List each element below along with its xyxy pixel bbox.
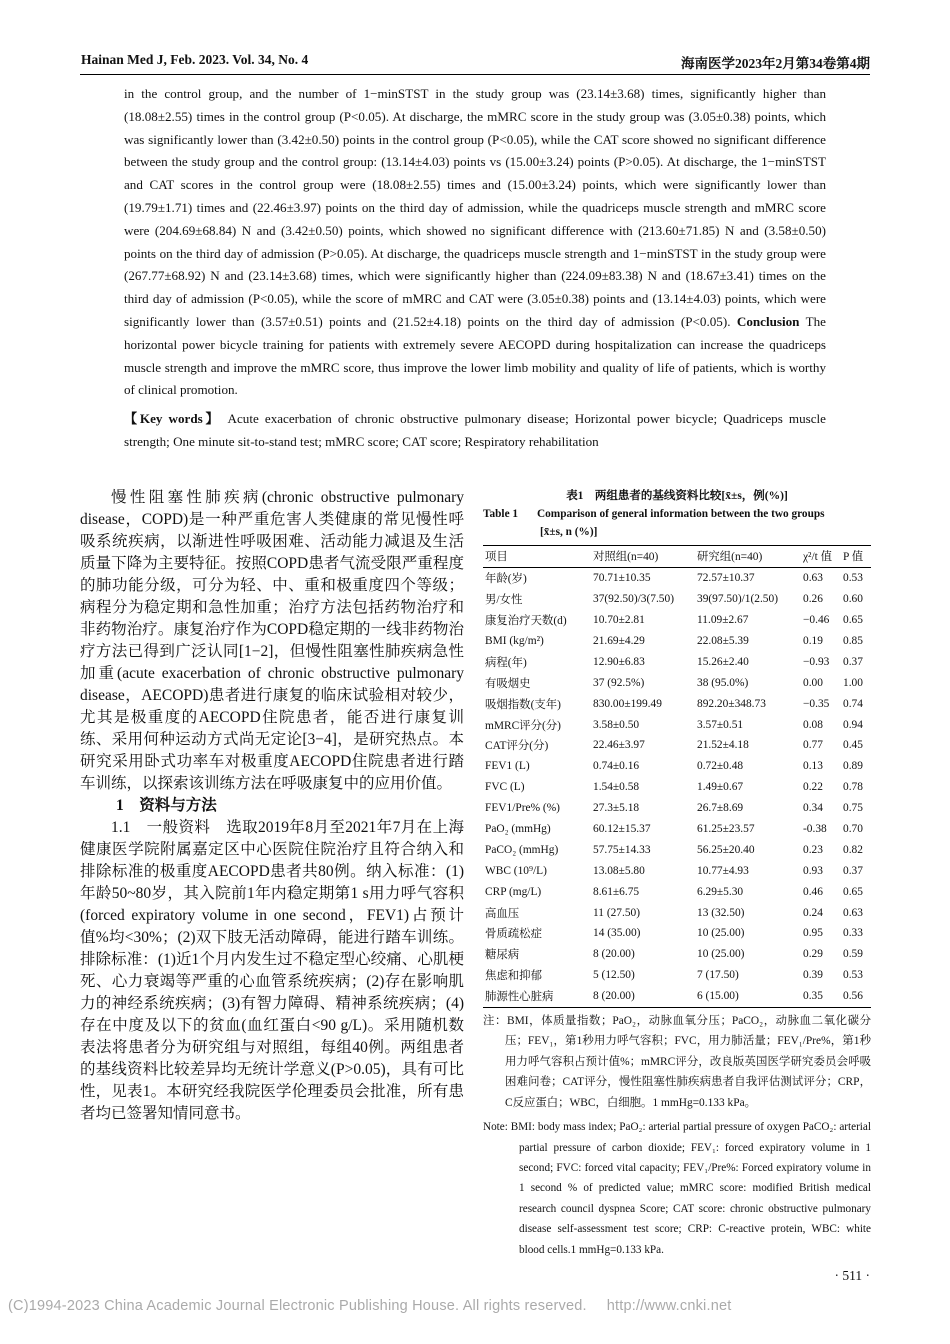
table-cell: 0.46 xyxy=(803,885,823,898)
table-cell: 22.08±5.39 xyxy=(697,635,749,647)
table-cell: 11 (27.50) xyxy=(593,906,641,919)
table-cell: 0.75 xyxy=(843,802,863,815)
table-cell: 0.85 xyxy=(843,635,863,647)
table-cell: 3.58±0.50 xyxy=(593,718,640,731)
table-cell: 10.70±2.81 xyxy=(593,614,645,627)
table-cell: CAT评分(分) xyxy=(485,740,549,753)
table-caption-en-units: [x̄±s, n (%)] xyxy=(540,526,598,538)
table-cell: 38 (95.0%) xyxy=(697,676,749,689)
table-cell: 1.54±0.58 xyxy=(593,781,640,794)
table-cell: 0.95 xyxy=(803,927,823,940)
table-cell: 高血压 xyxy=(485,907,520,920)
table-row xyxy=(483,631,871,652)
table-cell: 0.37 xyxy=(843,864,863,877)
table-row xyxy=(483,881,871,902)
table-row xyxy=(483,944,871,965)
table-cell: 0.60 xyxy=(843,593,863,606)
table-row xyxy=(483,777,871,798)
intro-paragraph: 慢性阻塞性肺疾病(chronic obstructive pulmonary disease，COPD)是一种严重危害人类健康的常见慢性呼吸系统疾病，以渐进性呼吸困难、活动能力减退及生活质量下降为主要特征。按照COPD患者气流受限严重程度的肺功能分级，可分为轻、中、重和极重度四个等级；病程分为稳定期和急性加重；治疗方法包括药物治疗和非药物治疗。康复治疗作为COPD稳定期的一线非药物治疗方法已得到广泛认同[1−2]，但慢性阻塞性肺疾病急性加重(acute exacerbation of chronic obstructive pulmonary disease，AECOPD)患者进行康复的临床试验相对较少，尤其是极重度的AECOPD住院患者，能否进行康复训练、采用何种运动方式尚无定论[3−4]，是研究热点。本研究采用卧式功率车对极重度AECOPD住院患者进行踏车训练，以探索该训练方法在呼吸康复中的应用价值。 xyxy=(80,489,464,792)
table-cell: 有吸烟史 xyxy=(485,677,531,690)
table-cell: 61.25±23.57 xyxy=(697,823,755,836)
table-row xyxy=(483,965,871,986)
table-cell: 0.63 xyxy=(843,906,863,919)
table-cell: 0.34 xyxy=(803,802,823,815)
page-number: · 511 · xyxy=(834,1268,870,1283)
table-cell: 70.71±10.35 xyxy=(593,572,651,585)
table-cell: 892.20±348.73 xyxy=(697,697,766,710)
table-cell: CRP (mg/L) xyxy=(485,885,542,898)
body-text-column xyxy=(80,487,464,1125)
table-row xyxy=(483,798,871,819)
table-header-cell: 项目 xyxy=(485,551,508,564)
table-cell: 0.77 xyxy=(803,739,823,752)
conclusion-label: Conclusion xyxy=(736,313,800,329)
table-cell: 0.78 xyxy=(843,781,863,794)
table-cell: 病程(年) xyxy=(485,656,527,669)
table-cell: 0.74±0.16 xyxy=(593,760,640,773)
table-cell: 37(92.50)/3(7.50) xyxy=(593,593,674,606)
table-cell: 0.93 xyxy=(803,864,823,877)
table-cell: PaCO₂ (mmHg) xyxy=(485,843,559,856)
table-column xyxy=(483,487,871,1260)
table-cell: 0.24 xyxy=(803,906,823,919)
table-cell: 0.19 xyxy=(803,635,823,647)
table-header-cell: P 值 xyxy=(843,551,864,564)
abstract-results-text: in the control group, and the number of 1−minSTST in the study group was (23.14±3.68) times, significantly higher than (18.08±2.55) times in the control group (P<0.05). At discharge, the mMRC score in the study group was (3.05±0.38) points, which was significantly lower than (3.42±0.50) points in the control group (P<0.05), while the CAT score showed no significant difference between the study group and the control group: (13.14±4.03) points vs (15.00±3.24) points (P>0.05). At discharge, the 1−minSTST and CAT scores in the control group were (18.08±2.55) times and (15.00±3.24) points, which were significantly lower than (19.79±1.71) times and (22.46±3.97) points on the third day of admission, while the quadriceps muscle strength and mMRC score were (204.69±68.84) N and (3.42±0.50) points, which showed no significant difference with (213.60±71.85) N and (3.58±0.50) points on the third day of admission (P>0.05). At discharge, the quadriceps muscle strength and 1−minSTST in the study group were (267.77±68.92) N and (23.14±3.68) times, which were significantly higher than (224.09±83.38) N and (18.67±3.41) times on the third day of admission (P<0.05), while the score of mMRC and CAT were (3.05±0.38) points and (13.14±4.03) points, which were significantly lower than (3.57±0.51) points and (21.52±4.18) points on the third day of admission (P<0.05). xyxy=(124,86,826,329)
table-cell: 21.52±4.18 xyxy=(697,739,749,752)
table-cell: 吸烟指数(支年) xyxy=(485,698,561,711)
table-row xyxy=(483,756,871,777)
baseline-table xyxy=(483,545,871,1008)
table-row xyxy=(483,567,871,588)
table-cell: 0.56 xyxy=(843,990,863,1003)
table-cell: PaO₂ (mmHg) xyxy=(485,823,551,836)
table-cell: 0.00 xyxy=(803,676,823,689)
table-cell: 焦虑和抑郁 xyxy=(485,970,542,983)
table-cell: 0.22 xyxy=(803,781,823,794)
running-header-journal: Hainan Med J, Feb. 2023. Vol. 34, No. 4 xyxy=(81,52,309,67)
table-cell: 6.29±5.30 xyxy=(697,885,744,898)
table-caption-en xyxy=(483,505,871,523)
table-cell: 8 (20.00) xyxy=(593,990,635,1003)
table-cell: 6 (15.00) xyxy=(697,990,739,1003)
abstract-results xyxy=(124,83,826,402)
table-row xyxy=(483,923,871,944)
table-cell: 0.08 xyxy=(803,718,823,731)
table-cell: 21.69±4.29 xyxy=(593,635,645,647)
table-cell: 0.59 xyxy=(843,948,863,961)
table-cell: FVC (L) xyxy=(485,781,525,794)
table-cell: FEV1 (L) xyxy=(485,760,530,773)
table-cell: 0.26 xyxy=(803,593,823,606)
conclusion-text: The horizontal power bicycle training for patients with extremely severe AECOPD during hospitalization can increase the quadriceps muscle strength and improve the mMRC score, thus improve the lower limb mobility and quality of life of patients, which is worthy of clinical promotion. xyxy=(124,313,826,398)
table-cell: 39(97.50)/1(2.50) xyxy=(697,593,778,606)
table-cell: 0.29 xyxy=(803,948,823,961)
table-caption-en-label: Table 1 xyxy=(483,508,519,520)
table-cell: 12.90±6.83 xyxy=(593,655,645,668)
table-cell: 0.74 xyxy=(843,697,863,710)
table-header-cell: 研究组(n=40) xyxy=(697,551,763,564)
table-cell: 22.46±3.97 xyxy=(593,739,645,752)
table-cell: 10.77±4.93 xyxy=(697,864,749,877)
table-cell: 15.26±2.40 xyxy=(697,655,749,668)
table-row xyxy=(483,610,871,631)
table-cell: 0.94 xyxy=(843,718,863,731)
table-cell: 0.23 xyxy=(803,843,823,856)
table-cell: 5 (12.50) xyxy=(593,969,635,982)
table-cell: 8.61±6.75 xyxy=(593,885,640,898)
table-row xyxy=(483,651,871,672)
table-row xyxy=(483,693,871,714)
table-cell: 0.89 xyxy=(843,760,863,773)
keywords-label: 【Key words】 xyxy=(124,411,222,427)
table-caption-cn: 表1 两组患者的基线资料比较[x̄±s，例(%)] xyxy=(566,490,788,502)
table-cell: −0.46 xyxy=(803,614,830,627)
english-abstract xyxy=(124,83,826,454)
table-cell: 0.70 xyxy=(843,823,863,836)
table-cell: 年龄(岁) xyxy=(485,573,527,586)
table-cell: 27.3±5.18 xyxy=(593,802,640,815)
table-cell: WBC (10⁹/L) xyxy=(485,864,547,877)
header-rule xyxy=(80,74,870,75)
table-cell: 骨质疏松症 xyxy=(485,928,542,941)
table-header-row xyxy=(483,546,871,568)
table-cell: 0.13 xyxy=(803,760,823,773)
table-cell: 72.57±10.37 xyxy=(697,572,755,585)
table-cell: 0.53 xyxy=(843,572,863,585)
table-cell: 14 (35.00) xyxy=(593,927,641,940)
table-cell: 26.7±8.69 xyxy=(697,802,744,815)
table-cell: 830.00±199.49 xyxy=(593,697,662,710)
table-caption-en-title: Comparison of general information between the two groups xyxy=(537,508,825,520)
table-cell: 0.35 xyxy=(803,990,823,1003)
table-cell: mMRC评分(分) xyxy=(485,719,561,732)
table-cell: 13 (32.50) xyxy=(697,906,745,919)
keywords xyxy=(124,408,826,454)
table-cell: 0.33 xyxy=(843,927,863,940)
table-row xyxy=(483,902,871,923)
footer-watermark xyxy=(8,1298,731,1314)
footer-url: http://www.cnki.net xyxy=(606,1298,732,1314)
table-row xyxy=(483,860,871,881)
table-cell: 56.25±20.40 xyxy=(697,843,755,856)
table-cell: 1.49±0.67 xyxy=(697,781,744,794)
table-cell: 0.63 xyxy=(803,572,823,585)
table-row xyxy=(483,986,871,1007)
table-cell: BMI (kg/m²) xyxy=(485,635,544,647)
table-note-cn: 注：BMI，体质量指数；PaO₂，动脉血氧分压；PaCO₂，动脉血二氧化碳分压；FEV₁，第1秒用力呼气容积；FVC，用力肺活量；FEV₁/Pre%，第1秒用力呼气容积占预计值%；mMRC评分，改良版英国医学研究委员会呼吸困难问卷；CAT评分，慢性阻塞性肺疾病患者自我评估测试评分；CRP，C反应蛋白；WBC，白细胞。1 mmHg=0.133 kPa。 xyxy=(483,1014,871,1109)
section-heading: 1 资料与方法 xyxy=(116,797,217,814)
table-cell: 0.65 xyxy=(843,614,863,627)
table-cell: 10 (25.00) xyxy=(697,948,745,961)
table-cell: 11.09±2.67 xyxy=(697,614,749,627)
table-cell: 0.53 xyxy=(843,969,863,982)
table-row xyxy=(483,672,871,693)
table-cell: 肺源性心脏病 xyxy=(485,991,554,1004)
table-cell: 57.75±14.33 xyxy=(593,843,651,856)
table-cell: 0.72±0.48 xyxy=(697,760,744,773)
table-cell: FEV1/Pre% (%) xyxy=(485,802,560,815)
table-row xyxy=(483,714,871,735)
table-row xyxy=(483,839,871,860)
table-row xyxy=(483,735,871,756)
footer-copyright: (C)1994-2023 China Academic Journal Electronic Publishing House. All rights reserved. xyxy=(8,1298,587,1314)
table-cell: 3.57±0.51 xyxy=(697,718,744,731)
table-cell: −0.93 xyxy=(803,655,830,668)
methods-paragraph: 1.1 一般资料 选取2019年8月至2021年7月在上海健康医学院附属嘉定区中心医院住院治疗且符合纳入和排除标准的极重度AECOPD患者共80例。纳入标准：(1)年龄50~80岁，其入院前1年内稳定期第1 s用力呼气容积(forced expiratory volume in one second，FEV1)占预计值%均<30%；(2)双下肢无活动障碍，能进行踏车训练。排除标准：(1)近1个月内发生过不稳定型心绞痛、心肌梗死、心力衰竭等严重的心血管系统疾病；(2)存在影响肌力的神经系统疾病；(3)有智力障碍、精神系统疾病；(4)存在中度及以下的贫血(血红蛋白<90 g/L)。采用随机数表法将患者分为研究组与对照组，每组40例。两组患者的基线资料比较差异均无统计学意义(P>0.05)，具有可比性，见表1。本研究经我院医学伦理委员会批准，所有患者均已签署知情同意书。 xyxy=(80,819,464,1122)
table-row xyxy=(483,589,871,610)
keywords-text: Acute exacerbation of chronic obstructive pulmonary disease; Horizontal power bicycle; Quadriceps muscle strength; One minute sit-to-stand test; mMRC score; CAT score; Respiratory rehabilitation xyxy=(124,411,826,449)
table-cell: 0.37 xyxy=(843,655,863,668)
table-row xyxy=(483,819,871,840)
table-cell: 1.00 xyxy=(843,676,863,689)
table-cell: 男/女性 xyxy=(485,594,523,607)
running-header-chinese: 海南医学2023年2月第34卷第4期 xyxy=(681,56,870,71)
table-cell: 0.82 xyxy=(843,843,863,856)
table-cell: 10 (25.00) xyxy=(697,927,745,940)
table-cell: 13.08±5.80 xyxy=(593,864,645,877)
table-cell: 糖尿病 xyxy=(485,949,520,962)
table-cell: -0.38 xyxy=(803,823,827,836)
table-cell: 0.39 xyxy=(803,969,823,982)
table-cell: 60.12±15.37 xyxy=(593,823,651,836)
table-header-cell: 对照组(n=40) xyxy=(593,551,659,564)
table-cell: 37 (92.5%) xyxy=(593,676,645,689)
table-cell: −0.35 xyxy=(803,697,830,710)
table-cell: 8 (20.00) xyxy=(593,948,635,961)
table-cell: 7 (17.50) xyxy=(697,969,739,982)
table-note-en: Note: BMI: body mass index; PaO₂: arterial partial pressure of oxygen PaCO₂: arterial partial pressure of carbon dioxide; FEV₁: forced expiratory volume in 1 second; FVC: forced vital capacity; FEV₁/Pre%: Forced expiratory volume in 1 second % of predicted value; mMRC score: modified British medical research council dyspnea Score; CAT score: chronic obstructive pulmonary disease self-assessment test score; CRP: C-reactive protein, WBC: white blood cells.1 mmHg=0.133 kPa. xyxy=(483,1121,871,1256)
table-cell: 康复治疗天数(d) xyxy=(485,615,567,628)
table-cell: 0.45 xyxy=(843,739,863,752)
table-cell: 0.65 xyxy=(843,885,863,898)
table-header-cell: χ²/t 值 xyxy=(803,551,833,564)
